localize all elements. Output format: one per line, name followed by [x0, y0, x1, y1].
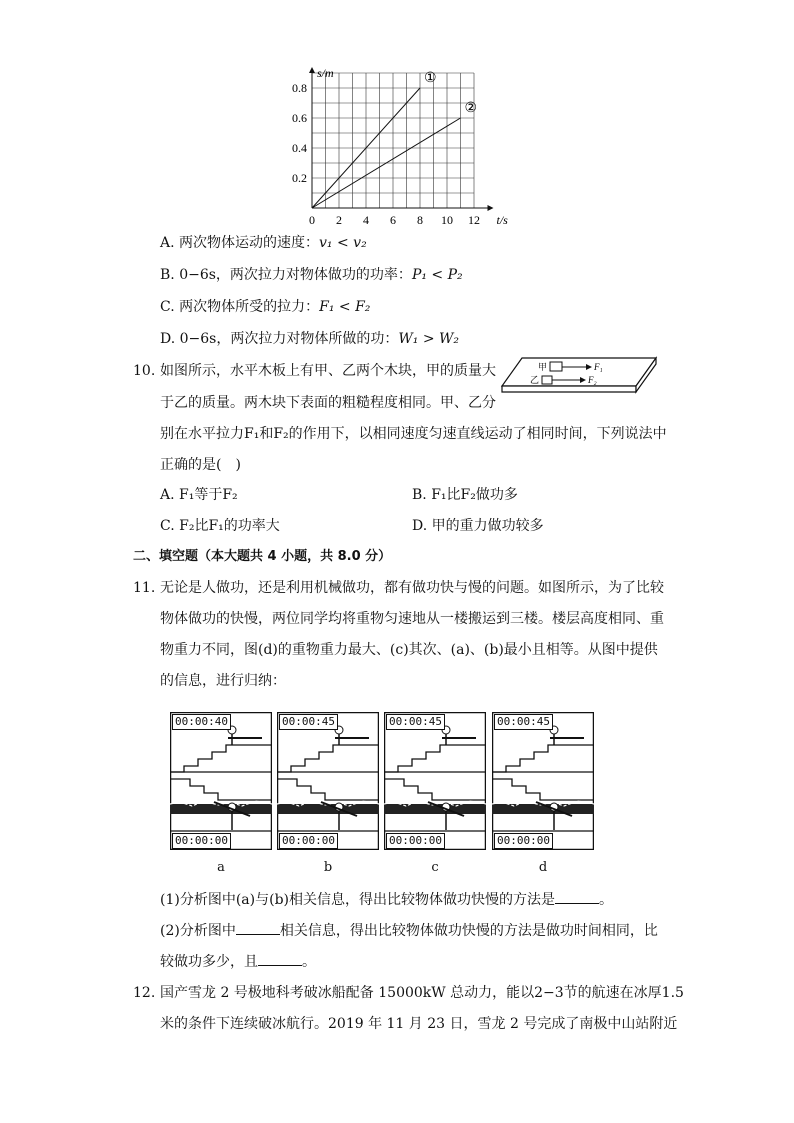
- answer-blank-2[interactable]: [236, 920, 280, 935]
- x-axis-arrow: [488, 205, 494, 211]
- stair-panel: [492, 712, 594, 850]
- timer-bottom: 00:00:00: [386, 833, 445, 849]
- chart-axes: [309, 67, 494, 211]
- q11-sub2-cont: 较做功多少，且 。: [160, 951, 316, 972]
- y-tick-label: 0.8: [292, 81, 307, 95]
- series-label: ①: [424, 71, 437, 86]
- q10-option-b: B. F₁比F₂做功多: [412, 487, 518, 503]
- stair-scene: [170, 712, 272, 850]
- q12-line-1: 国产雪龙 2 号极地科考破冰船配备 15000kW 总动力，能以2−3节的航速在冰厚1.5: [160, 985, 684, 1001]
- label-yi: 乙: [530, 375, 540, 385]
- timer-top: 00:00:45: [494, 714, 553, 730]
- board-blocks-figure: [500, 356, 660, 398]
- q10-option-d: D. 甲的重力做功较多: [412, 518, 544, 534]
- stair-scene: [384, 712, 486, 850]
- q11-line-4: 的信息，进行归纳：: [160, 673, 286, 689]
- timer-top: 00:00:45: [279, 714, 338, 730]
- q11-number: 11.: [133, 580, 156, 596]
- q9-option-b: B. 0−6s，两次拉力对物体做功的功率：P₁ < P₂: [160, 267, 463, 283]
- stair-scene: [277, 712, 379, 850]
- timer-bottom: 00:00:00: [172, 833, 231, 849]
- timer-top: 00:00:45: [386, 714, 445, 730]
- label-f1: F₁: [594, 362, 603, 372]
- label-f2: F₂: [588, 375, 597, 385]
- series-label: ②: [464, 101, 478, 116]
- x-tick-label: 12: [468, 213, 480, 227]
- q11-sub1: (1)分析图中(a)与(b)相关信息，得出比较物体做功快慢的方法是 。: [160, 889, 613, 910]
- x-tick-label: 10: [441, 213, 453, 227]
- q10-line-3: 别在水平拉力F₁和F₂的作用下，以相同速度匀速直线运动了相同时间，下列说法中: [160, 426, 667, 442]
- q12-line-2: 米的条件下连续破冰航行。2019 年 11 月 23 日，雪龙 2 号完成了南极中山站附近: [160, 1016, 678, 1032]
- q11-line-2: 物体做功的快慢，两位同学均将重物匀速地从一楼搬运到三楼。楼层高度相同、重: [160, 611, 664, 627]
- chart-grid: [312, 73, 474, 208]
- wooden-board: [502, 358, 656, 386]
- q10-number: 10.: [133, 363, 156, 379]
- label-jia: 甲: [538, 362, 548, 372]
- q10-option-a: A. F₁等于F₂: [160, 487, 238, 503]
- panel-caption: b: [323, 860, 333, 875]
- q9-option-a: A. 两次物体运动的速度：v₁ < v₂: [160, 235, 367, 251]
- stair-panel: [384, 712, 486, 850]
- y-tick-label: 0.4: [292, 141, 307, 155]
- q12-number: 12.: [133, 985, 156, 1001]
- x-axis-label: t/s: [496, 213, 508, 227]
- q11-sub2: (2)分析图中 相关信息，得出比较物体做功快慢的方法是做功时间相同，比: [160, 920, 658, 941]
- distance-time-graph: [280, 58, 520, 233]
- q10-line-4: 正确的是( ): [160, 457, 241, 473]
- y-tick-label: 0.2: [292, 171, 307, 185]
- x-tick-label: 2: [336, 213, 342, 227]
- timer-top: 00:00:40: [172, 714, 231, 730]
- panel-caption: a: [217, 860, 225, 875]
- q9-option-c: C. 两次物体所受的拉力：F₁ < F₂: [160, 299, 371, 315]
- section-title: 二、填空题（本大题共 4 小题，共 8.0 分）: [133, 549, 392, 564]
- y-tick-label: 0.6: [292, 111, 307, 125]
- answer-blank-3[interactable]: [258, 951, 302, 966]
- q11-line-3: 物重力不同，图(d)的重物重力最大、(c)其次、(a)、(b)最小且相等。从图中提供: [160, 642, 658, 658]
- q10-option-c: C. F₂比F₁的功率大: [160, 518, 280, 534]
- q11-line-1: 无论是人做功，还是利用机械做功，都有做功快与慢的问题。如图所示，为了比较: [160, 580, 664, 596]
- panel-caption: d: [538, 860, 548, 875]
- wooden-board-edge: [502, 386, 636, 392]
- chart-ticks: [292, 66, 508, 227]
- timer-bottom: 00:00:00: [279, 833, 338, 849]
- q10-line-1: 如图所示，水平木板上有甲、乙两个木块，甲的质量大: [160, 363, 496, 379]
- x-tick-label: 0: [309, 213, 315, 227]
- block-jia: [550, 362, 562, 371]
- q10-line-2: 于乙的质量。两木块下表面的粗糙程度相同。甲、乙分: [160, 395, 496, 411]
- block-yi: [542, 376, 552, 384]
- stair-panel: [277, 712, 379, 850]
- y-axis-arrow: [309, 67, 315, 73]
- x-tick-label: 4: [363, 213, 369, 227]
- x-tick-label: 8: [417, 213, 423, 227]
- chart-series: [312, 71, 477, 208]
- x-tick-label: 6: [390, 213, 396, 227]
- q9-option-d: D. 0−6s，两次拉力对物体所做的功：W₁ > W₂: [160, 331, 460, 347]
- timer-bottom: 00:00:00: [494, 833, 553, 849]
- stair-panel: [170, 712, 272, 850]
- stair-scene: [492, 712, 594, 850]
- y-axis-label: s/m: [317, 66, 334, 80]
- panel-caption: c: [431, 860, 439, 875]
- answer-blank-1[interactable]: [555, 889, 599, 904]
